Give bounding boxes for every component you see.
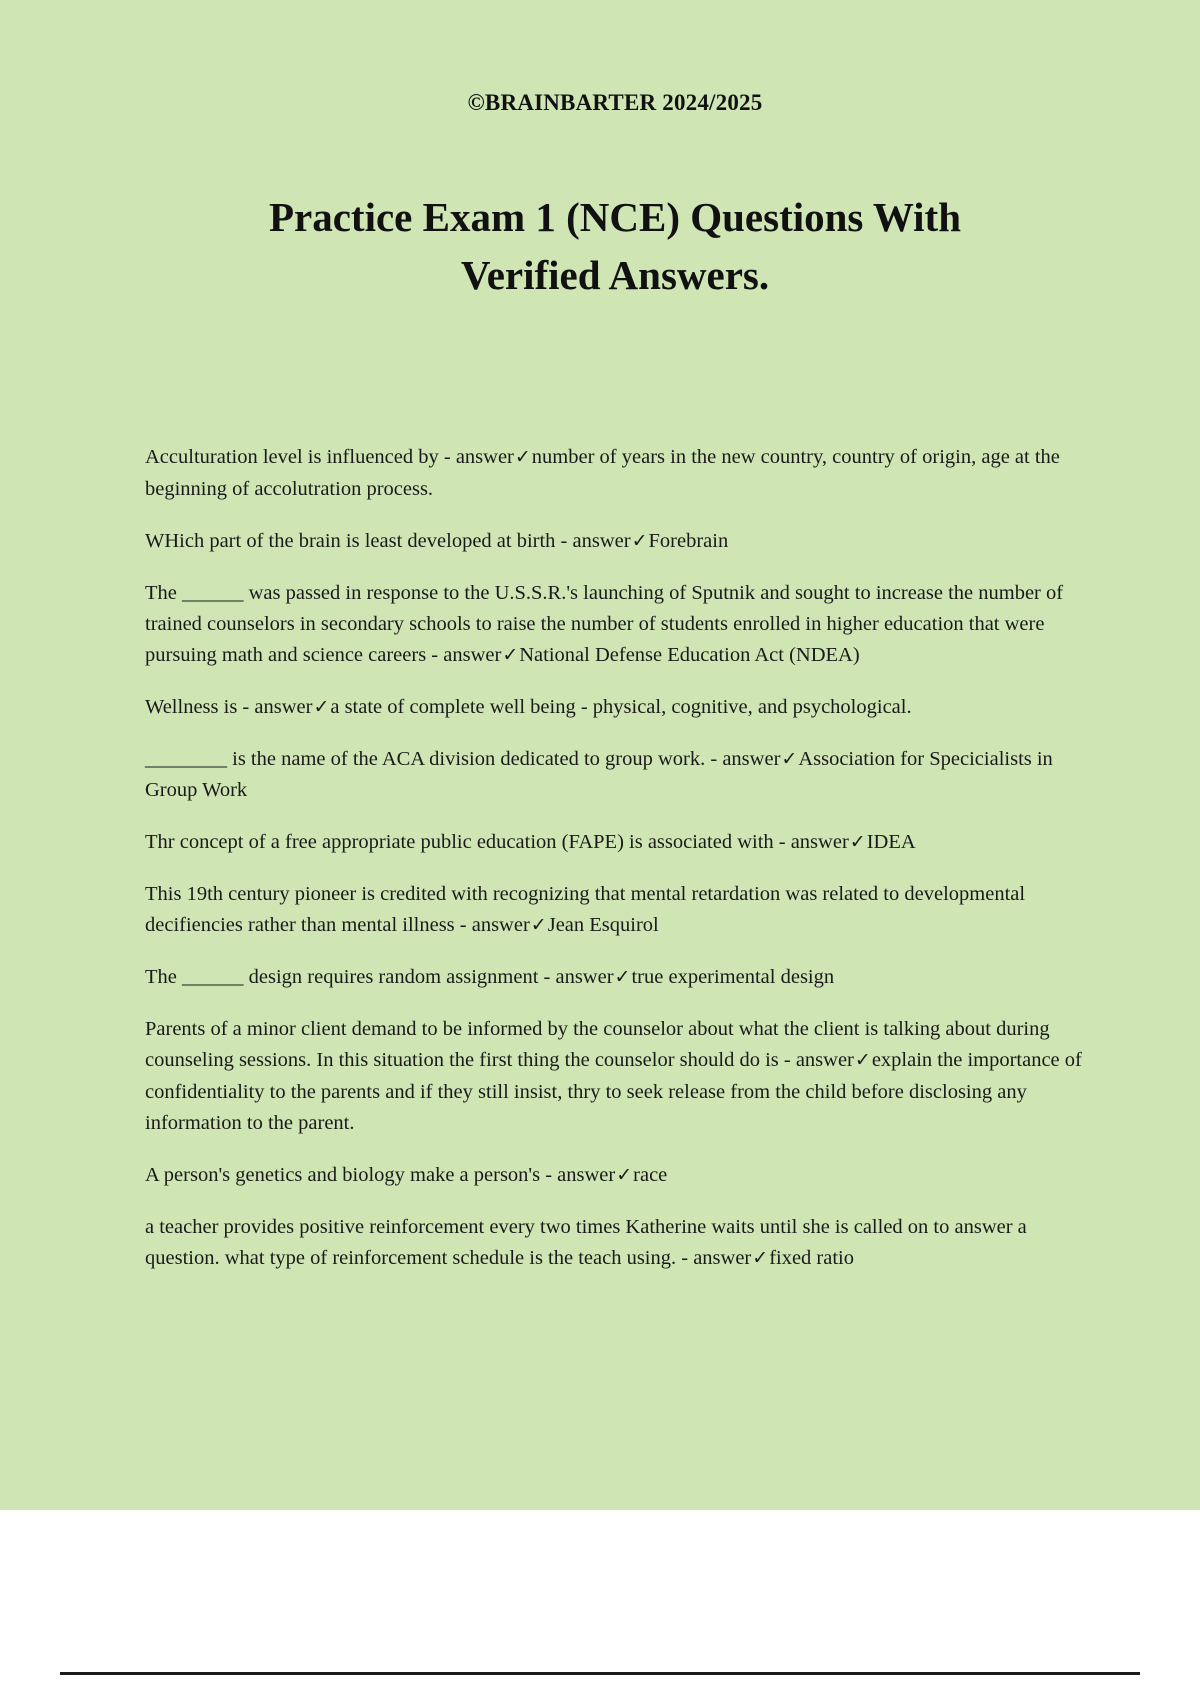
copyright-header: ©BRAINBARTER 2024/2025 <box>467 90 763 115</box>
check-icon: ✓ <box>313 696 330 719</box>
check-icon: ✓ <box>502 644 519 667</box>
qa-answer: Forebrain <box>648 529 729 552</box>
check-icon: ✓ <box>752 1247 769 1270</box>
qa-question: Wellness is - answer <box>145 696 313 719</box>
qa-item <box>145 827 1085 858</box>
check-icon: ✓ <box>616 1164 633 1187</box>
qa-answer: Association for Specicialists in Group Work <box>145 747 1053 802</box>
qa-question: a teacher provides positive reinforcement every two times Katherine waits until she is called on to answer a question. what type of reinforcement schedule is the teach using. - answer <box>145 1215 1027 1270</box>
footer-divider <box>60 1672 1140 1675</box>
qa-item <box>145 744 1085 807</box>
qa-item <box>145 962 1085 993</box>
qa-answer: explain the importance of confidentiality to the parents and if they still insist, thry to seek release from the child before disclosing any information to the parent. <box>145 1049 1082 1135</box>
qa-question: This 19th century pioneer is credited with recognizing that mental retardation was related to developmental decifiencies rather than mental illness - answer <box>145 883 1026 937</box>
qa-answer: true experimental design <box>631 966 835 989</box>
check-icon: ✓ <box>514 446 531 469</box>
check-icon: ✓ <box>854 1049 871 1072</box>
qa-answer: Jean Esquirol <box>547 914 659 937</box>
qa-answer: a state of complete well being - physical, cognitive, and psychological. <box>330 696 912 719</box>
qa-item <box>145 442 1085 505</box>
qa-answer: race <box>633 1164 668 1187</box>
check-icon: ✓ <box>614 966 631 989</box>
qa-question: The ______ was passed in response to the U.S.S.R.'s launching of Sputnik and sought to increase the number of trained counselors in secondary schools to raise the number of students enrolled in higher education that were pursuing math and science careers - answer <box>145 581 1064 667</box>
qa-question: WHich part of the brain is least developed at birth - answer <box>145 529 631 552</box>
qa-item <box>145 526 1085 557</box>
page-content-column <box>145 0 1085 1510</box>
qa-answer: IDEA <box>866 831 916 854</box>
qa-question: Parents of a minor client demand to be informed by the counselor about what the client is talking about during counseling sessions. In this situation the first thing the counselor should do is - answer <box>145 1018 1050 1072</box>
qa-list <box>145 442 1085 1274</box>
check-icon: ✓ <box>849 831 866 854</box>
qa-item <box>145 1160 1085 1191</box>
check-icon: ✓ <box>631 529 648 552</box>
qa-question: The ______ design requires random assignment - answer <box>145 966 614 989</box>
qa-item <box>145 879 1085 942</box>
page-title: Practice Exam 1 (NCE) Questions With Verified Answers. <box>268 194 961 299</box>
check-icon: ✓ <box>781 747 798 770</box>
qa-item <box>145 1212 1085 1275</box>
qa-question: A person's genetics and biology make a person's - answer <box>145 1164 616 1187</box>
qa-answer: fixed ratio <box>769 1247 855 1270</box>
check-icon: ✓ <box>530 914 547 937</box>
qa-question: ________ is the name of the ACA division dedicated to group work. - answer <box>145 747 781 770</box>
qa-answer: number of years in the new country, country of origin, age at the beginning of accolutration process. <box>145 446 1060 500</box>
qa-question: Acculturation level is influenced by - answer <box>145 446 514 469</box>
qa-item <box>145 692 1085 723</box>
qa-item <box>145 578 1085 672</box>
qa-answer: National Defense Education Act (NDEA) <box>519 644 860 667</box>
qa-question: Thr concept of a free appropriate public education (FAPE) is associated with - answer <box>145 831 849 854</box>
qa-item <box>145 1014 1085 1139</box>
